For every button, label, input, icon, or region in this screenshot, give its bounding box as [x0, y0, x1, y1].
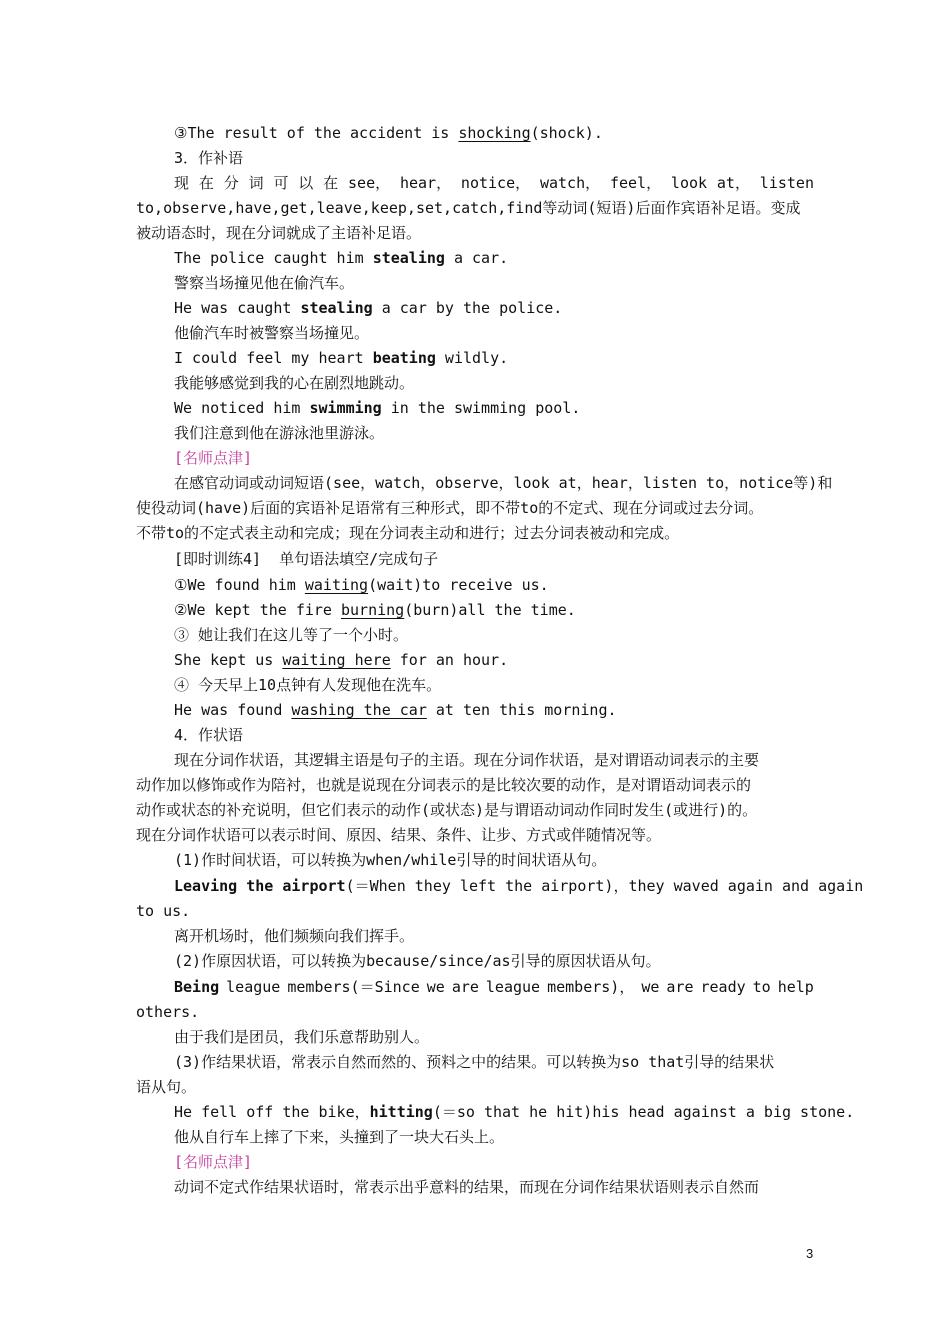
text-line [0, 223, 950, 243]
text-segment: (shock). [530, 124, 603, 142]
text-segment: We noticed him [174, 399, 310, 417]
text-line [0, 725, 950, 745]
text-segment: beating [372, 349, 436, 367]
text-line [0, 1102, 950, 1122]
text-line [0, 498, 950, 518]
text-segment: swimming [309, 399, 382, 417]
text-segment: He fell off the bike， [174, 1103, 370, 1121]
text-segment: 他偷汽车时被警察当场撞见。 [174, 324, 370, 342]
text-segment: 4．作状语 [174, 726, 244, 744]
text-segment: 他从自行车上摔了下来，头撞到了一块大石头上。 [174, 1128, 505, 1146]
text-line [0, 575, 950, 595]
text-line [0, 1077, 950, 1097]
text-line [0, 951, 950, 971]
text-segment: hitting [369, 1103, 433, 1121]
text-word: listen [759, 174, 814, 192]
text-line [0, 123, 950, 143]
text-segment: 警察当场撞见他在偷汽车。 [174, 274, 355, 292]
text-segment: He was found [174, 701, 292, 719]
text-line [0, 775, 950, 795]
text-line [0, 148, 950, 168]
text-line [0, 448, 950, 468]
text-segment: (＝When they left the airport)，they waved again and again [345, 877, 864, 895]
text-line [0, 348, 950, 368]
text-word: 词 [248, 174, 264, 192]
text-segment: 在感官动词或动词短语(see，watch，observe，look at，hear，listen to，notice等)和 [174, 474, 833, 492]
text-word: league [226, 978, 281, 996]
text-word: we [426, 978, 445, 996]
text-segment: a car by the police. [372, 299, 563, 317]
text-segment: 动作或状态的补充说明，但它们表示的动作(或状态)是与谓语动词动作同时发生(或进行)的。 [136, 801, 758, 819]
text-line [0, 1152, 950, 1172]
text-line [0, 750, 950, 770]
text-segment: ④ 今天早上10点钟有人发现他在洗车。 [174, 676, 442, 694]
text-word: we [641, 978, 660, 996]
text-segment: 离开机场时，他们频频向我们挥手。 [174, 927, 415, 945]
text-segment: for an hour. [390, 651, 509, 669]
text-line [0, 373, 950, 393]
page-number: 3 [806, 1246, 814, 1261]
text-word: are [451, 978, 479, 996]
text-word: 可 [273, 174, 289, 192]
text-segment: 不带to的不定式表主动和完成；现在分词表主动和进行；过去分词表被动和完成。 [136, 524, 680, 542]
text-segment: others. [136, 1003, 200, 1021]
text-segment: (wait)to receive us. [368, 576, 549, 594]
text-segment: [即时训练4] 单句语法填空/完成句子 [174, 550, 439, 568]
text-segment: at ten this morning. [426, 701, 617, 719]
text-segment: a car. [444, 249, 509, 267]
text-line [0, 273, 950, 293]
tip-marker: [名师点津] [174, 1153, 253, 1171]
text-word: ready [700, 978, 746, 996]
answer-blank: waiting [304, 576, 369, 594]
text-line [0, 650, 950, 670]
text-segment: 被动语态时，现在分词就成了主语补足语。 [136, 224, 422, 242]
text-line [0, 876, 950, 896]
text-segment: 现在分词作状语可以表示时间、原因、结果、条件、让步、方式或伴随情况等。 [136, 826, 662, 844]
text-segment: ③The result of the accident is [174, 124, 459, 142]
text-line [0, 1052, 950, 1072]
text-line [0, 298, 950, 318]
text-line [0, 1027, 950, 1047]
text-segment: 我能够感觉到我的心在剧烈地跳动。 [174, 374, 415, 392]
answer-blank: washing the car [291, 701, 427, 719]
text-line [0, 423, 950, 443]
text-word: 现 [174, 174, 190, 192]
text-segment: (1)作时间状语，可以转换为when/while引导的时间状语从句。 [174, 851, 607, 869]
text-line [0, 398, 950, 418]
text-line [0, 901, 950, 921]
text-word: feel， [609, 174, 662, 192]
text-word: 在 [198, 174, 214, 192]
text-word: 在 [323, 174, 339, 192]
text-segment: The police caught him [174, 249, 373, 267]
text-word: league [485, 978, 541, 996]
text-segment: I could feel my heart [174, 349, 373, 367]
text-segment: 使役动词(have)后面的宾语补足语常有三种形式，即不带to的不定式、现在分词或过去分词。 [136, 499, 764, 517]
text-word: members(＝Since [287, 978, 420, 996]
text-line [0, 248, 950, 268]
text-segment: 我们注意到他在游泳池里游泳。 [174, 424, 385, 442]
answer-blank: burning [340, 601, 405, 619]
answer-blank: waiting here [282, 651, 391, 669]
text-segment: 3．作补语 [174, 149, 244, 167]
text-segment: Leaving the airport [174, 877, 346, 895]
text-segment: 语从句。 [136, 1078, 197, 1096]
text-segment: ③ 她让我们在这儿等了一个小时。 [174, 626, 409, 644]
text-segment: wildly. [435, 349, 509, 367]
text-segment: stealing [300, 299, 373, 317]
text-word: notice， [460, 174, 531, 192]
text-line [0, 926, 950, 946]
text-segment: (2)作原因状语，可以转换为because/since/as引导的原因状语从句。 [174, 952, 661, 970]
text-line [0, 600, 950, 620]
text-word: members)， [547, 978, 635, 996]
text-segment: 动词不定式作结果状语时，常表示出乎意料的结果，而现在分词作结果状语则表示自然而 [174, 1178, 760, 1196]
text-word: are [666, 978, 694, 996]
text-line [0, 1177, 950, 1197]
text-word: 以 [298, 174, 314, 192]
text-word: watch， [539, 174, 601, 192]
text-segment: ①We found him [174, 576, 305, 594]
text-line [0, 549, 950, 569]
text-line [0, 825, 950, 845]
text-segment: 现在分词作状语，其逻辑主语是句子的主语。现在分词作状语，是对谓语动词表示的主要 [174, 751, 760, 769]
text-line [0, 473, 950, 493]
tip-marker: [名师点津] [174, 449, 253, 467]
text-line [0, 850, 950, 870]
text-line [0, 1002, 950, 1022]
text-word: see， [348, 174, 391, 192]
text-segment: She kept us [174, 651, 283, 669]
text-line [0, 977, 950, 997]
text-line [0, 323, 950, 343]
text-segment: ②We kept the fire [174, 601, 341, 619]
text-word: Being [174, 978, 220, 996]
text-segment: to,observe,have,get,leave,keep,set,catch,find等动词(短语)后面作宾语补足语。变成 [136, 199, 801, 217]
text-word: at， [716, 174, 750, 192]
text-segment: (3)作结果状语，常表示自然而然的、预料之中的结果。可以转换为so that引导的结果状 [174, 1053, 775, 1071]
text-line [0, 675, 950, 695]
text-line [0, 800, 950, 820]
text-line [0, 1127, 950, 1147]
text-segment: to us. [136, 902, 191, 920]
text-word: hear， [399, 174, 452, 192]
text-segment: stealing [372, 249, 445, 267]
text-word: look [670, 174, 708, 192]
text-segment: (burn)all the time. [404, 601, 576, 619]
text-line [0, 198, 950, 218]
answer-blank: shocking [458, 124, 531, 142]
text-segment: 由于我们是团员，我们乐意帮助别人。 [174, 1028, 430, 1046]
text-word: to [752, 978, 771, 996]
text-word: help [777, 978, 814, 996]
text-word: 分 [223, 174, 239, 192]
text-line [0, 700, 950, 720]
text-segment: in the swimming pool. [381, 399, 581, 417]
text-segment: He was caught [174, 299, 301, 317]
text-line [0, 173, 950, 193]
text-line [0, 523, 950, 543]
text-line [0, 625, 950, 645]
text-segment: 动作加以修饰或作为陪衬，也就是说现在分词表示的是比较次要的动作，是对谓语动词表示的 [136, 776, 752, 794]
text-segment: (＝so that he hit)his head against a big stone. [432, 1103, 855, 1121]
